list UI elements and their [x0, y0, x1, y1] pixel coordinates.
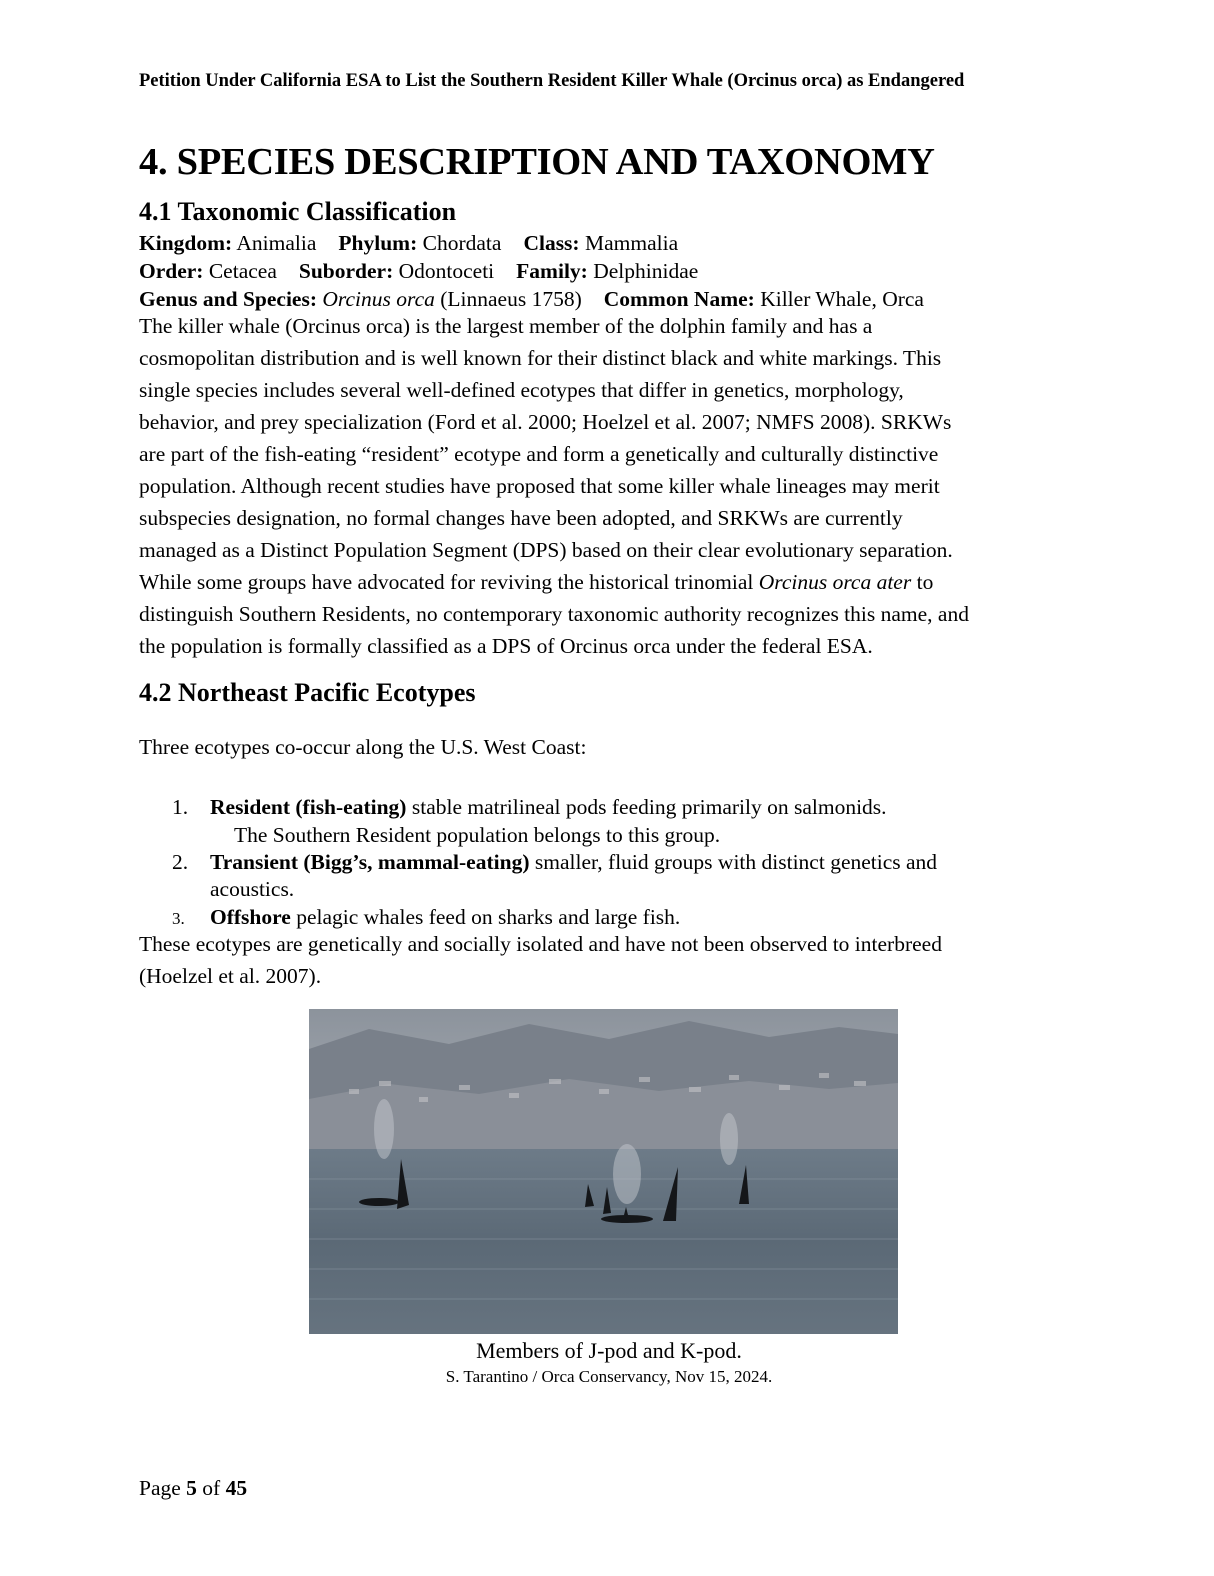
- common-name-label: Common Name:: [603, 287, 755, 311]
- class-value: Mammalia: [584, 231, 679, 255]
- kingdom-value: Animalia: [236, 231, 317, 255]
- paragraph-line: subspecies designation, no formal changes have been adopted, and SRKWs are currently: [139, 506, 903, 530]
- orca-photo: [309, 1009, 898, 1334]
- ecotypes-closing-paragraph: [139, 928, 1079, 992]
- list-text: stable matrilineal pods feeding primarily on salmonids.: [406, 795, 887, 819]
- paragraph-line: single species includes several well-defined ecotypes that differ in genetics, morphology,: [139, 378, 904, 402]
- list-text: smaller, fluid groups with distinct genetics and: [529, 850, 938, 874]
- list-term: Resident (fish-eating): [210, 795, 407, 819]
- page-number: 5: [186, 1476, 197, 1500]
- list-number: 3.: [172, 909, 185, 928]
- genus-label: Genus and Species:: [139, 287, 318, 311]
- trinomial-name: Orcinus orca ater: [758, 570, 912, 594]
- suborder-value: Odontoceti: [398, 259, 495, 283]
- paragraph-line: are part of the fish-eating “resident” ecotype and form a genetically and culturally distinctive: [139, 442, 939, 466]
- paragraph-line: behavior, and prey specialization (Ford et al. 2000; Hoelzel et al. 2007; NMFS 2008). SRKWs: [139, 410, 952, 434]
- suborder-label: Suborder:: [298, 259, 394, 283]
- paragraph-line: distinguish Southern Residents, no contemporary taxonomic authority recognizes this name, and: [139, 602, 969, 626]
- orca-photo-illustration: [309, 1009, 898, 1334]
- list-continuation: acoustics.: [210, 877, 295, 901]
- orca-back: [359, 1198, 399, 1206]
- line9-before: While some groups have advocated for reviving the historical trinomial: [139, 570, 759, 594]
- page-footer: [139, 1476, 247, 1501]
- water: [309, 1149, 898, 1334]
- list-text: pelagic whales feed on sharks and large fish.: [290, 905, 681, 929]
- order-value: Cetacea: [208, 259, 277, 283]
- phylum-value: Chordata: [422, 231, 502, 255]
- page-word: Page: [139, 1476, 181, 1500]
- taxonomy-line-1: [139, 229, 678, 257]
- paragraph-line: cosmopolitan distribution and is well known for their distinct black and white markings. This: [139, 346, 942, 370]
- ecotypes-intro: Three ecotypes co-occur along the U.S. West Coast:: [139, 735, 587, 759]
- taxonomy-line-3: [139, 285, 924, 313]
- family-value: Delphinidae: [593, 259, 699, 283]
- paragraph-line: population. Although recent studies have proposed that some killer whale lineages may merit: [139, 474, 940, 498]
- subsection-title-4-1: 4.1 Taxonomic Classification: [139, 197, 457, 226]
- total-pages: 45: [225, 1476, 248, 1500]
- order-label: Order:: [139, 259, 204, 283]
- subsection-title-4-2: 4.2 Northeast Pacific Ecotypes: [139, 678, 476, 707]
- taxonomy-paragraph: [139, 310, 1079, 662]
- common-name-value: Killer Whale, Orca: [760, 287, 924, 311]
- kingdom-label: Kingdom:: [139, 231, 233, 255]
- genus-value: Orcinus orca: [322, 287, 435, 311]
- phylum-label: Phylum:: [338, 231, 418, 255]
- paragraph-line: The killer whale (Orcinus orca) is the largest member of the dolphin family and has a: [139, 314, 873, 338]
- paragraph-line: These ecotypes are genetically and socially isolated and have not been observed to interbreed: [139, 932, 942, 956]
- paragraph-line: [139, 566, 1079, 598]
- running-header: Petition Under California ESA to List the Southern Resident Killer Whale (Orcinus orca) as Endangered: [139, 71, 965, 91]
- list-number: 2.: [172, 850, 189, 874]
- list-term: Transient (Bigg’s, mammal-eating): [210, 850, 530, 874]
- line9-after: to: [911, 570, 934, 594]
- class-label: Class:: [523, 231, 580, 255]
- taxonomy-line-2: [139, 257, 698, 285]
- of-word: of: [202, 1476, 221, 1500]
- authority: (Linnaeus 1758): [440, 287, 582, 311]
- list-number: 1.: [172, 795, 189, 819]
- section-title: 4. SPECIES DESCRIPTION AND TAXONOMY: [139, 141, 935, 183]
- list-continuation: The Southern Resident population belongs to this group.: [234, 823, 721, 847]
- figure-credit: S. Tarantino / Orca Conservancy, Nov 15, 2024.: [445, 1367, 773, 1386]
- family-label: Family:: [516, 259, 588, 283]
- paragraph-line: managed as a Distinct Population Segment (DPS) based on their clear evolutionary separation.: [139, 538, 953, 562]
- paragraph-line: (Hoelzel et al. 2007).: [139, 964, 322, 988]
- list-term: Offshore: [210, 905, 291, 929]
- figure-caption: Members of J-pod and K-pod.: [476, 1338, 742, 1363]
- paragraph-line: the population is formally classified as a DPS of Orcinus orca under the federal ESA.: [139, 634, 873, 658]
